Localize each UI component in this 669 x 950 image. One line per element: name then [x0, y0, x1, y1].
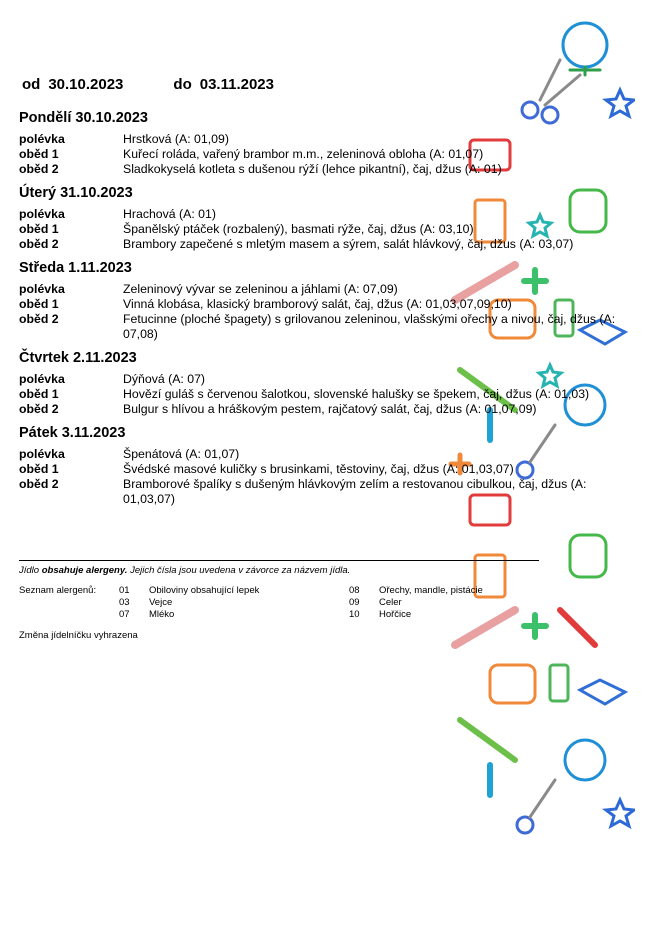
meal-label: oběd 1 — [19, 387, 59, 401]
allergen-number: 07 — [119, 609, 130, 620]
day-title: Úterý 31.10.2023 — [19, 185, 133, 201]
allergen-number: 09 — [349, 597, 360, 608]
meal-row — [19, 282, 639, 297]
pencil-icon — [560, 610, 595, 645]
day-title: Pátek 3.11.2023 — [19, 425, 126, 441]
allergen-name: Hořčice — [379, 609, 412, 620]
meal-label: polévka — [19, 447, 65, 461]
meal-label: oběd 1 — [19, 147, 59, 161]
allergen-list — [19, 585, 539, 620]
allergen-note: Jídlo obsahuje alergeny. Jejich čísla jsou uvedena v závorce za názvem jídla. — [19, 565, 351, 576]
meal-text: Španělský ptáček (rozbalený), basmati rýže, čaj, džus (A: 03,10) — [123, 222, 474, 236]
allergen-number: 01 — [119, 585, 130, 596]
from-date: 30.10.2023 — [48, 76, 124, 93]
day-title: Pondělí 30.10.2023 — [19, 110, 148, 126]
globe-icon — [565, 740, 605, 780]
allergen-name: Ořechy, mandle, pistácie — [379, 585, 483, 596]
star-icon — [606, 800, 634, 826]
allergen-name: Vejce — [149, 597, 173, 608]
menu-day — [19, 350, 639, 417]
menu-day — [19, 260, 639, 342]
meal-text: Špenátová (A: 01,07) — [123, 447, 240, 461]
to-date: 03.11.2023 — [199, 76, 274, 93]
bag-icon — [490, 665, 535, 703]
meal-row — [19, 387, 639, 402]
meal-row — [19, 297, 639, 312]
meal-label: polévka — [19, 132, 65, 146]
glue-icon — [550, 665, 568, 701]
meal-label: polévka — [19, 372, 65, 386]
from-label: od — [22, 76, 41, 93]
allergen-number: 08 — [349, 585, 360, 596]
meal-row — [19, 312, 639, 342]
meal-row — [19, 237, 639, 252]
meal-text: Sladkokyselá kotleta s dušenou rýží (lehce pikantní), čaj, džus (A: 01) — [123, 162, 502, 176]
meal-label: polévka — [19, 207, 65, 221]
meal-text: Brambory zapečené s mletým masem a sýrem, salát hlávkový, čaj, džus (A: 03,07) — [123, 237, 574, 251]
meal-text: Kuřecí roláda, vařený brambor m.m., zeleninová obloha (A: 01,07) — [123, 147, 484, 161]
book-icon — [580, 680, 625, 704]
meal-text: Hrachová (A: 01) — [123, 207, 216, 221]
meal-row — [19, 447, 639, 462]
allergen-name: Mléko — [149, 609, 175, 620]
meal-text: Vinná klobása, klasický bramborový salát, čaj, džus (A: 01,03,07,09,10) — [123, 297, 512, 311]
meal-label: polévka — [19, 282, 65, 296]
meal-row — [19, 132, 639, 147]
allergen-name: Celer — [379, 597, 402, 608]
meal-row — [19, 222, 639, 237]
allergen-name: Obiloviny obsahující lepek — [149, 585, 260, 596]
weekly-menu — [19, 110, 639, 515]
meal-row — [19, 477, 639, 507]
meal-row — [19, 402, 639, 417]
meal-label: oběd 2 — [19, 402, 59, 416]
meal-row — [19, 207, 639, 222]
meal-label: oběd 2 — [19, 312, 59, 326]
meal-label: oběd 2 — [19, 477, 59, 491]
allergen-list-label: Seznam alergenů: — [19, 585, 97, 596]
menu-day — [19, 110, 639, 177]
to-label: do — [173, 76, 192, 93]
backpack-icon — [570, 535, 606, 577]
meal-text: Dýňová (A: 07) — [123, 372, 206, 386]
meal-label: oběd 1 — [19, 297, 59, 311]
menu-day — [19, 425, 639, 507]
spacer — [19, 597, 119, 608]
meal-label: oběd 2 — [19, 237, 59, 251]
allergen-number: 03 — [119, 597, 130, 608]
meal-row — [19, 372, 639, 387]
meal-label: oběd 1 — [19, 222, 59, 236]
spacer — [19, 609, 119, 620]
meal-text: Bulgur s hlívou a hráškovým pestem, rajčatový salát, čaj, džus (A: 01,07,09) — [123, 402, 537, 416]
meal-label: oběd 2 — [19, 162, 59, 176]
meal-row — [19, 462, 639, 477]
meal-row — [19, 162, 639, 177]
meal-text: Hovězí guláš s červenou šalotkou, slovenské halušky se špekem, čaj, džus (A: 01,03) — [123, 387, 590, 401]
meal-text: Hrstková (A: 01,09) — [123, 132, 229, 146]
allergen-number: 10 — [349, 609, 360, 620]
meal-row — [19, 147, 639, 162]
day-title: Čtvrtek 2.11.2023 — [19, 350, 137, 366]
pencil-icon — [460, 720, 515, 760]
date-range — [22, 76, 282, 93]
menu-day — [19, 185, 639, 252]
menu-change-note: Změna jídelníčku vyhrazena — [19, 630, 138, 641]
allergen-legend — [19, 560, 539, 641]
scissors-icon — [517, 780, 555, 833]
meal-text: Zeleninový vývar se zeleninou a jáhlami (A: 07,09) — [123, 282, 398, 296]
meal-text: Bramborové špalíky s dušeným hlávkovým zelím a restovanou cibulkou, čaj, džus (A: 01,03,07) — [123, 477, 587, 506]
day-title: Středa 1.11.2023 — [19, 260, 132, 276]
meal-text: Fetucinne (ploché špagety) s grilovanou zeleninou, vlašskými ořechy a nivou, čaj, džus (A: 07,08) — [123, 312, 616, 341]
meal-label: oběd 1 — [19, 462, 59, 476]
globe-icon — [563, 23, 607, 75]
meal-text: Švédské masové kuličky s brusinkami, těstoviny, čaj, džus (A: 01,03,07) — [123, 462, 514, 476]
